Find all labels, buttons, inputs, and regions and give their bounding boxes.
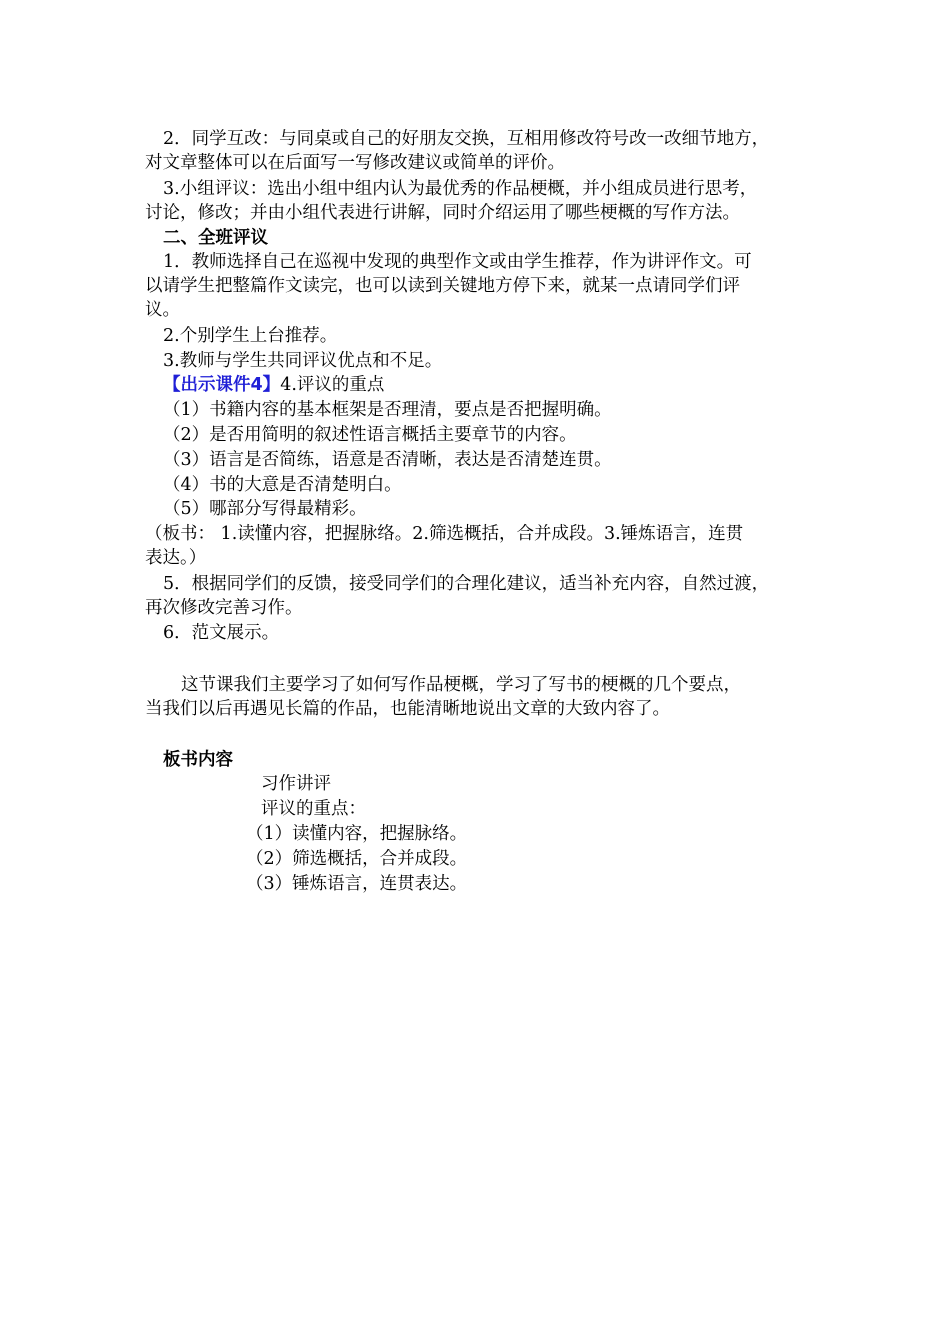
feedback-line-2: 再次修改完善习作。 — [145, 598, 303, 618]
teacher-select-line-2: 以请学生把整篇作文读完，也可以读到关键地方停下来，就某一点请同学们评 — [145, 276, 740, 296]
board-note-line-1: （板书： 1.读懂内容，把握脉络。2.筛选概括，合并成段。3.锤炼语言，连贯 — [145, 524, 744, 544]
board-content-heading: 板书内容 — [163, 750, 233, 770]
board-item-3: （3）锤炼语言，连贯表达。 — [246, 874, 468, 894]
board-subtitle: 评议的重点： — [261, 799, 366, 819]
peer-edit-line-1: 2．同学互改：与同桌或自己的好朋友交换，互相用修改符号改一改细节地方， — [163, 129, 770, 149]
feedback-line-1: 5．根据同学们的反馈，接受同学们的合理化建议，适当补充内容，自然过渡， — [163, 574, 770, 594]
peer-edit-line-2: 对文章整体可以在后面写一写修改建议或简单的评价。 — [145, 153, 565, 173]
summary-line-1: 这节课我们主要学习了如何写作品梗概，学习了写书的梗概的几个要点， — [181, 675, 741, 695]
teacher-select-line-3: 议。 — [145, 300, 180, 320]
group-review-line-2: 讨论，修改；并由小组代表进行讲解，同时介绍运用了哪些梗概的写作方法。 — [145, 203, 740, 223]
joint-review-line: 3.教师与学生共同评议优点和不足。 — [163, 351, 443, 371]
summary-line-2: 当我们以后再遇见长篇的作品，也能清晰地说出文章的大致内容了。 — [145, 699, 670, 719]
focus-item-4: （4）书的大意是否清楚明白。 — [163, 475, 402, 495]
focus-item-5: （5）哪部分写得最精彩。 — [163, 499, 367, 519]
review-focus-label: 4.评议的重点 — [280, 375, 385, 395]
focus-item-1: （1）书籍内容的基本框架是否理清，要点是否把握明确。 — [163, 400, 612, 420]
sample-display-line: 6．范文展示。 — [163, 623, 280, 643]
student-recommend-line: 2.个别学生上台推荐。 — [163, 326, 338, 346]
focus-item-2: （2）是否用简明的叙述性语言概括主要章节的内容。 — [163, 425, 577, 445]
board-note-line-2: 表达。） — [145, 548, 207, 568]
review-focus-line — [163, 373, 384, 397]
board-title: 习作讲评 — [261, 774, 331, 794]
board-item-1: （1）读懂内容，把握脉络。 — [246, 824, 468, 844]
section-heading-class-review: 二、全班评议 — [163, 228, 268, 248]
focus-item-3: （3）语言是否简练，语意是否清晰，表达是否清楚连贯。 — [163, 450, 612, 470]
courseware-tag: 【出示课件4】 — [163, 375, 281, 395]
board-item-2: （2）筛选概括，合并成段。 — [246, 849, 468, 869]
teacher-select-line-1: 1．教师选择自己在巡视中发现的典型作文或由学生推荐，作为讲评作文。可 — [163, 252, 752, 272]
group-review-line-1: 3.小组评议：选出小组中组内认为最优秀的作品梗概，并小组成员进行思考， — [163, 179, 758, 199]
